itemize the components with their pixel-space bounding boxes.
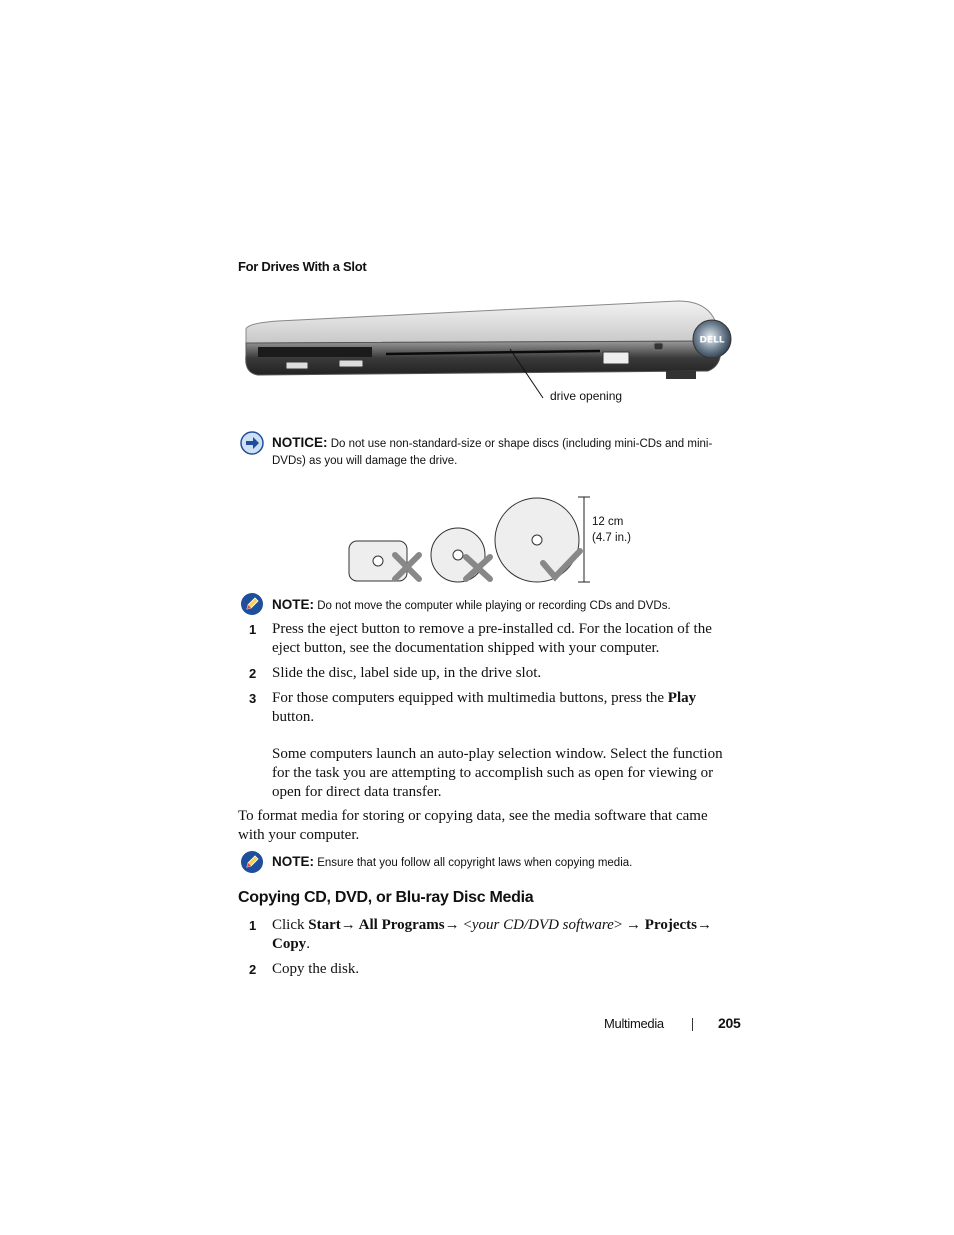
- usb-port: [603, 352, 629, 364]
- step-number: 1: [249, 918, 257, 933]
- note-text: [272, 853, 742, 872]
- notice-arrow-icon: [240, 431, 264, 455]
- notice-text: [272, 434, 742, 470]
- page-number: 205: [718, 1015, 741, 1031]
- body-paragraph: To format media for storing or copying data, see the media software that came with your computer.: [238, 808, 708, 843]
- note-body: Ensure that you follow all copyright laws when copying media.: [317, 857, 633, 869]
- step-text: Click Start→ All Programs→ <your CD/DVD software> → Projects→ Copy.: [272, 917, 712, 952]
- laptop-side-illustration: [238, 295, 738, 407]
- security-slot: [654, 343, 663, 350]
- note-label: NOTE:: [272, 597, 314, 612]
- laptop-base: [246, 341, 721, 375]
- section-title: Copying CD, DVD, or Blu-ray Disc Media: [238, 889, 534, 906]
- laptop-lid: [246, 301, 720, 343]
- note-text: [272, 596, 742, 615]
- step-subparagraph: Some computers launch an auto-play selection window. Select the function for the task you are attempting to accomplish such as open for viewing or open for direct data transfer.: [272, 746, 723, 800]
- notice-label: NOTICE:: [272, 435, 328, 450]
- note-pencil-icon: [240, 850, 264, 874]
- figure-subheading: For Drives With a Slot: [238, 259, 367, 274]
- step-text: Copy the disk.: [272, 961, 360, 977]
- foot-right: [666, 371, 696, 379]
- step-number: 2: [249, 962, 257, 977]
- note-label: NOTE:: [272, 854, 314, 869]
- step-number: 1: [249, 622, 257, 637]
- note-body: Do not move the computer while playing or recording CDs and DVDs.: [317, 600, 671, 612]
- left-port-panel: [258, 347, 372, 357]
- notice-body: Do not use non-standard-size or shape discs (including mini-CDs and mini-DVDs) as you will damage the drive.: [272, 438, 713, 467]
- note-pencil-icon: [240, 592, 264, 616]
- footer-section-name: Multimedia: [604, 1016, 664, 1031]
- port-1: [286, 362, 308, 369]
- play-button-name: Play: [667, 690, 697, 706]
- footer-separator: [692, 1018, 693, 1031]
- step-number: 3: [249, 691, 257, 706]
- disc-size-label: 12 cm (4.7 in.): [592, 516, 631, 544]
- step-text: Press the eject button to remove a pre-installed cd. For the location of the eject button, see the documentation shipped with your computer.: [272, 621, 712, 656]
- step-text: For those computers equipped with multimedia buttons, press the Play button.: [272, 690, 697, 725]
- step-text: Slide the disc, label side up, in the drive slot.: [272, 665, 542, 681]
- drive-opening-callout: drive opening: [550, 389, 623, 403]
- step-number: 2: [249, 666, 257, 681]
- dell-logo: DELL: [699, 335, 725, 346]
- port-2: [339, 360, 363, 367]
